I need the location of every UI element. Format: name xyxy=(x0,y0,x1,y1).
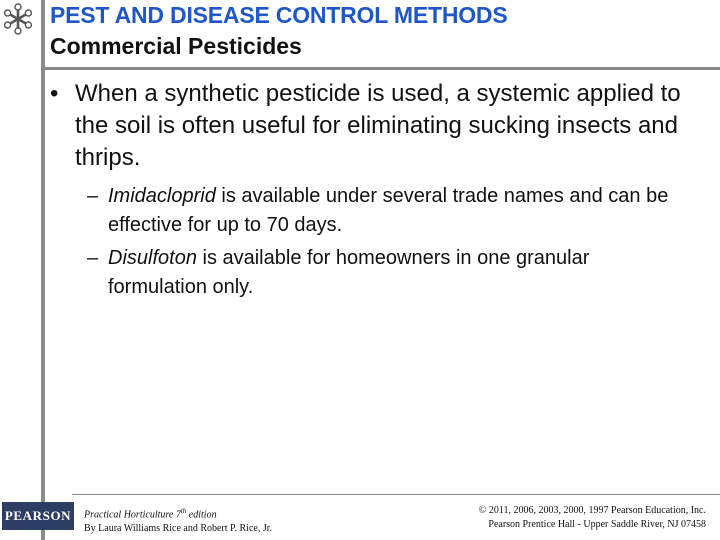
left-margin-bar xyxy=(0,0,44,540)
book-title: Practical Horticulture 7th edition xyxy=(84,507,217,521)
header-rule xyxy=(41,67,720,70)
publisher-text: Pearson Prentice Hall - Upper Saddle River, NJ 07458 xyxy=(488,519,706,530)
sub-bullet-item xyxy=(50,244,690,302)
sub-bullet-marker: – xyxy=(87,247,99,269)
book-authors: By Laura Williams Rice and Robert P. Rice, Jr. xyxy=(84,523,272,535)
bullet-marker: • xyxy=(50,80,59,107)
sub-bullet-text: is available under several trade names and can be effective for up to 70 days. xyxy=(108,185,669,236)
flower-asterisk-icon xyxy=(0,0,44,60)
copyright-text: © 2011, 2006, 2003, 2000, 1997 Pearson Education, Inc. xyxy=(478,505,706,516)
vertical-rule xyxy=(41,0,45,540)
footer-rule xyxy=(72,494,720,495)
bullet-text: When a synthetic pesticide is used, a systemic applied to the soil is often useful for eliminating sucking insects and thrips. xyxy=(75,80,681,171)
slide-title: PEST AND DISEASE CONTROL METHODS xyxy=(50,2,508,28)
slide-subtitle: Commercial Pesticides xyxy=(50,33,302,59)
slide-content xyxy=(50,78,690,302)
pesticide-name: Imidacloprid xyxy=(108,185,216,207)
sub-bullet-text: is available for homeowners in one granular formulation only. xyxy=(108,247,590,298)
sub-bullet-item xyxy=(50,182,690,240)
sub-bullet-marker: – xyxy=(87,185,99,207)
bullet-item xyxy=(50,78,690,174)
footer-copyright xyxy=(479,504,706,532)
pearson-logo: PEARSON xyxy=(2,502,74,530)
footer-book-info xyxy=(84,504,272,536)
pesticide-name: Disulfoton xyxy=(108,247,197,269)
